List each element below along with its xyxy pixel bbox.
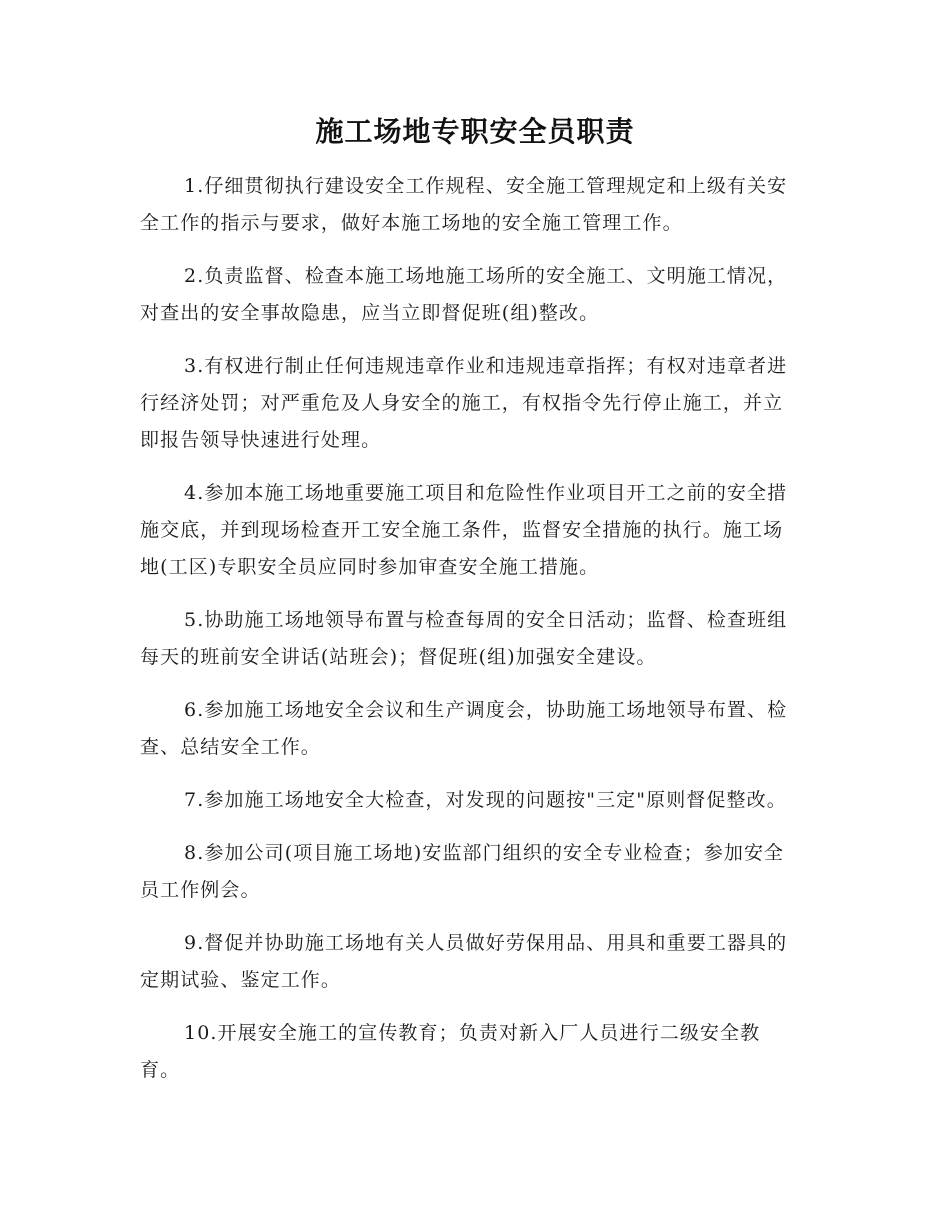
paragraph-1: 1.仔细贯彻执行建设安全工作规程、安全施工管理规定和上级有关安全工作的指示与要求，做好本施工场地的安全施工管理工作。 [140,175,788,234]
paragraph-9: 9.督促并协助施工场地有关人员做好劳保用品、用具和重要工器具的定期试验、鉴定工作。 [140,932,788,991]
paragraph-8: 8.参加公司(项目施工场地)安监部门组织的安全专业检查；参加安全员工作例会。 [140,842,785,901]
document-body [140,168,800,1105]
paragraph-6: 6.参加施工场地安全会议和生产调度会，协助施工场地领导布置、检查、总结安全工作。 [140,699,788,758]
paragraph-5: 5.协助施工场地领导布置与检查每周的安全日活动；监督、检查班组每天的班前安全讲话(站班会)；督促班(组)加强安全建设。 [140,609,788,668]
document-title: 施工场地专职安全员职责 [315,115,635,148]
paragraph-7: 7.参加施工场地安全大检查，对发现的问题按"三定"原则督促整改。 [184,789,787,811]
paragraph-4: 4.参加本施工场地重要施工项目和危险性作业项目开工之前的安全措施交底，并到现场检查开工安全施工条件，监督安全措施的执行。施工场地(工区)专职安全员应同时参加审查安全施工措施。 [140,482,788,578]
paragraph-2: 2.负责监督、检查本施工场地施工场所的安全施工、文明施工情况，对查出的安全事故隐患，应当立即督促班(组)整改。 [140,265,788,324]
paragraph-10: 10.开展安全施工的宣传教育；负责对新入厂人员进行二级安全教育。 [140,1022,761,1081]
paragraph-3: 3.有权进行制止任何违规违章作业和违规违章指挥；有权对违章者进行经济处罚；对严重危及人身安全的施工，有权指令先行停止施工，并立即报告领导快速进行处理。 [140,355,788,451]
